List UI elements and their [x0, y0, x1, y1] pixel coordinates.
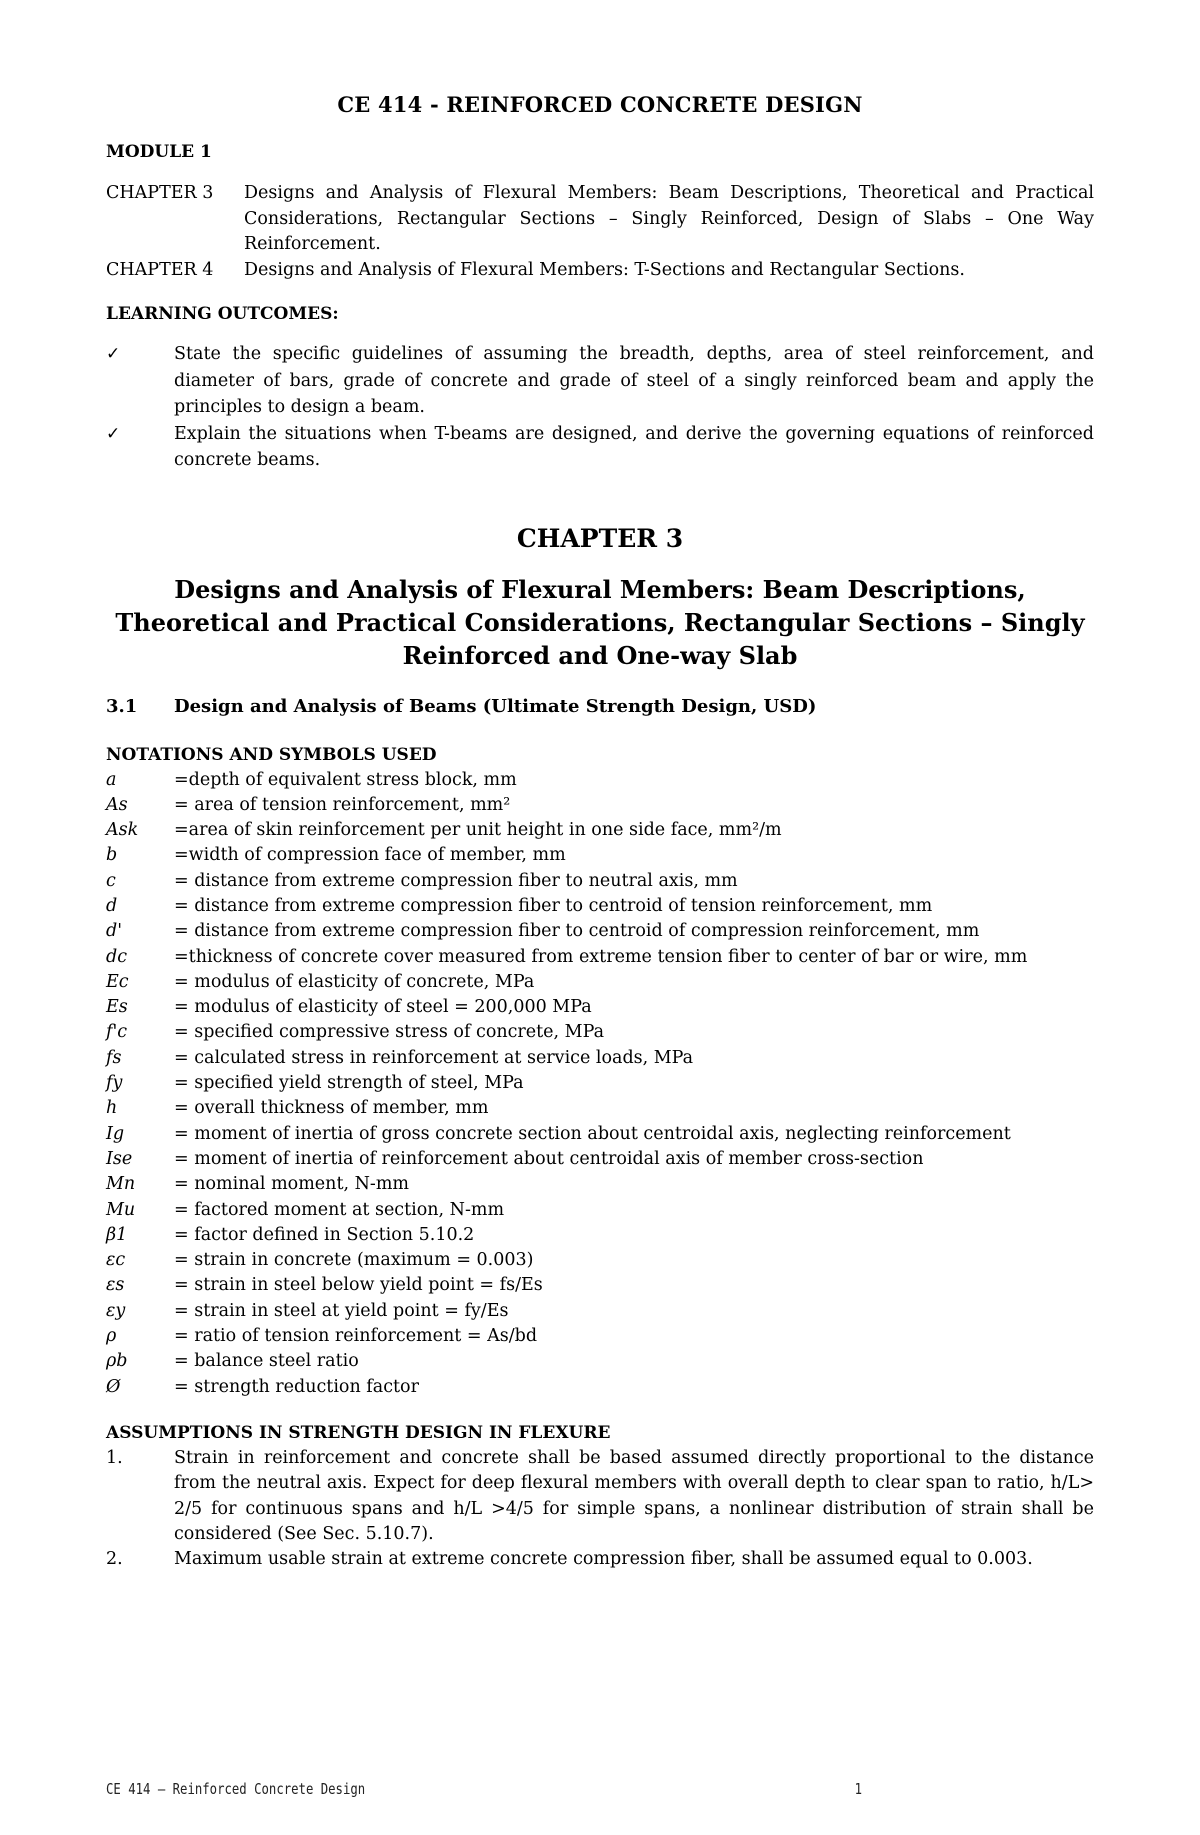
- section-title: Design and Analysis of Beams (Ultimate Strength Design, USD): [174, 695, 817, 717]
- page-footer: [106, 1780, 862, 1798]
- chapter-label: CHAPTER 4: [106, 259, 214, 280]
- notation-row: [106, 818, 1094, 843]
- checkmark-icon: ✓: [106, 423, 121, 444]
- notation-definition: =area of skin reinforcement per unit height in one side face, mm²/m: [174, 820, 782, 841]
- notation-row: [106, 1349, 1094, 1374]
- notation-definition: = nominal moment, N-mm: [174, 1174, 410, 1195]
- notation-symbol: d': [106, 921, 123, 942]
- notation-definition: = distance from extreme compression fiber to centroid of compression reinforcement, mm: [174, 921, 980, 942]
- notation-row: [106, 919, 1094, 944]
- notation-row: [106, 1248, 1094, 1273]
- notation-definition: = overall thickness of member, mm: [174, 1098, 489, 1119]
- notation-row: [106, 1273, 1094, 1298]
- notation-symbol: fs: [106, 1047, 122, 1068]
- page-number: 1: [854, 1780, 863, 1798]
- chapter-list: [106, 181, 1094, 283]
- section-number: 3.1: [106, 695, 138, 717]
- assumption-item: [106, 1547, 1094, 1572]
- document-title: CE 414 - REINFORCED CONCRETE DESIGN: [337, 92, 863, 117]
- chapter-subtitle: Designs and Analysis of Flexural Members: Beam Descriptions, Theoretical and Practical Considerations, Rectangular Sections – Singly Reinforced and One-way Slab: [115, 574, 1085, 670]
- checkmark-icon: ✓: [106, 344, 121, 364]
- notation-definition: = modulus of elasticity of concrete, MPa: [174, 971, 535, 992]
- section-heading: [106, 694, 1094, 720]
- assumption-number: 2.: [106, 1549, 123, 1570]
- notations-heading: NOTATIONS AND SYMBOLS USED: [106, 744, 437, 765]
- notation-symbol: Ig: [106, 1123, 125, 1144]
- notation-definition: = distance from extreme compression fiber to neutral axis, mm: [174, 870, 738, 891]
- notation-symbol: ρb: [106, 1351, 128, 1372]
- assumption-number: 1.: [106, 1447, 123, 1468]
- assumption-item: [106, 1446, 1094, 1547]
- chapter-description: Designs and Analysis of Flexural Members: Beam Descriptions, Theoretical and Practical Considerations, Rectangular Sections – Singly Reinforced, Design of Slabs – One Way Reinforcement.: [244, 183, 1094, 254]
- notation-definition: = balance steel ratio: [174, 1351, 359, 1372]
- notation-symbol: β1: [106, 1224, 128, 1245]
- notation-symbol: d: [106, 895, 118, 916]
- notation-row: [106, 1122, 1094, 1147]
- notation-symbol: Mn: [106, 1174, 136, 1195]
- notation-symbol: εc: [106, 1250, 126, 1271]
- notation-row: [106, 1198, 1094, 1223]
- notation-row: [106, 995, 1094, 1020]
- learning-outcomes-heading: LEARNING OUTCOMES:: [106, 304, 339, 324]
- notation-definition: = strain in steel below yield point = fs/Es: [174, 1275, 543, 1296]
- notation-row: [106, 793, 1094, 818]
- notation-definition: = strain in steel at yield point = fy/Es: [174, 1300, 509, 1321]
- chapter-entry: [106, 258, 1094, 284]
- chapter-heading: CHAPTER 3: [516, 523, 684, 553]
- notation-symbol: c: [106, 870, 116, 891]
- notation-definition: = calculated stress in reinforcement at service loads, MPa: [174, 1047, 694, 1068]
- notation-definition: = specified yield strength of steel, MPa: [174, 1073, 524, 1094]
- notation-symbol: fy: [106, 1073, 123, 1094]
- notation-row: [106, 869, 1094, 894]
- notation-row: [106, 1071, 1094, 1096]
- notation-row: [106, 1223, 1094, 1248]
- notation-definition: = moment of inertia of gross concrete section about centroidal axis, neglecting reinforcement: [174, 1123, 1011, 1144]
- notation-definition: = factor defined in Section 5.10.2: [174, 1224, 475, 1245]
- notation-symbol: As: [106, 794, 128, 815]
- notation-symbol: a: [106, 769, 117, 790]
- notation-row: [106, 970, 1094, 995]
- notation-row: [106, 894, 1094, 919]
- notation-definition: =depth of equivalent stress block, mm: [174, 769, 517, 790]
- notation-symbol: ρ: [106, 1326, 117, 1347]
- notation-list: [106, 768, 1094, 1400]
- notation-definition: = strength reduction factor: [174, 1376, 419, 1397]
- notation-symbol: b: [106, 845, 118, 866]
- notation-row: [106, 945, 1094, 970]
- notation-row: [106, 1375, 1094, 1400]
- learning-outcome-item: [106, 421, 1094, 474]
- notation-symbol: εy: [106, 1300, 126, 1321]
- notation-row: [106, 768, 1094, 793]
- learning-outcome-text: Explain the situations when T-beams are designed, and derive the governing equations of reinforced concrete beams.: [174, 423, 1094, 470]
- assumption-text: Strain in reinforcement and concrete shall be based assumed directly proportional to the distance from the neutral axis. Expect for deep flexural members with overall depth to clear span to ratio, h/L> 2/5 for continuous spans and h/L >4/5 for simple spans, a nonlinear distribution of strain shall be considered (See Sec. 5.10.7).: [174, 1447, 1094, 1544]
- notation-symbol: Ise: [106, 1148, 133, 1169]
- notation-definition: = factored moment at section, N-mm: [174, 1199, 505, 1220]
- notation-row: [106, 1172, 1094, 1197]
- learning-outcomes-list: [106, 341, 1094, 474]
- notation-symbol: f'c: [106, 1022, 128, 1043]
- assumption-text: Maximum usable strain at extreme concrete compression fiber, shall be assumed equal to 0.003.: [174, 1549, 1033, 1570]
- notation-symbol: Mu: [106, 1199, 136, 1220]
- document-page: [106, 92, 1094, 1572]
- notation-symbol: dc: [106, 946, 128, 967]
- footer-course-title: CE 414 – Reinforced Concrete Design: [106, 1780, 366, 1798]
- module-label: MODULE 1: [106, 142, 212, 162]
- notation-definition: = modulus of elasticity of steel = 200,000 MPa: [174, 997, 592, 1018]
- notation-definition: = specified compressive stress of concrete, MPa: [174, 1022, 604, 1043]
- notation-definition: =width of compression face of member, mm: [174, 845, 566, 866]
- learning-outcome-item: [106, 341, 1094, 421]
- notation-symbol: εs: [106, 1275, 125, 1296]
- notation-symbol: Ec: [106, 971, 129, 992]
- notation-symbol: Ø: [106, 1376, 121, 1397]
- notation-definition: = ratio of tension reinforcement = As/bd: [174, 1326, 538, 1347]
- notation-definition: = area of tension reinforcement, mm²: [174, 794, 511, 815]
- notation-row: [106, 1046, 1094, 1071]
- assumption-list: [106, 1446, 1094, 1572]
- notation-definition: = moment of inertia of reinforcement about centroidal axis of member cross-section: [174, 1148, 924, 1169]
- notation-definition: = strain in concrete (maximum = 0.003): [174, 1250, 534, 1271]
- notation-row: [106, 1096, 1094, 1121]
- notation-definition: =thickness of concrete cover measured from extreme tension fiber to center of bar or wire, mm: [174, 946, 1028, 967]
- notations-section: [106, 742, 1094, 1400]
- notation-row: [106, 1147, 1094, 1172]
- notation-symbol: Ask: [106, 820, 139, 841]
- notation-definition: = distance from extreme compression fiber to centroid of tension reinforcement, mm: [174, 895, 933, 916]
- chapter-description: Designs and Analysis of Flexural Members: T-Sections and Rectangular Sections.: [244, 259, 965, 280]
- chapter-entry: [106, 181, 1094, 258]
- chapter-label: CHAPTER 3: [106, 183, 214, 203]
- notation-row: [106, 1020, 1094, 1045]
- notation-symbol: Es: [106, 997, 128, 1018]
- assumptions-heading: ASSUMPTIONS IN STRENGTH DESIGN IN FLEXURE: [106, 1422, 611, 1443]
- learning-outcome-text: State the specific guidelines of assuming the breadth, depths, area of steel reinforcement, and diameter of bars, grade of concrete and grade of steel of a singly reinforced beam and apply the principles to design a beam.: [174, 344, 1094, 417]
- notation-row: [106, 843, 1094, 868]
- notation-row: [106, 1324, 1094, 1349]
- notation-row: [106, 1299, 1094, 1324]
- notation-symbol: h: [106, 1098, 118, 1119]
- assumptions-section: [106, 1420, 1094, 1572]
